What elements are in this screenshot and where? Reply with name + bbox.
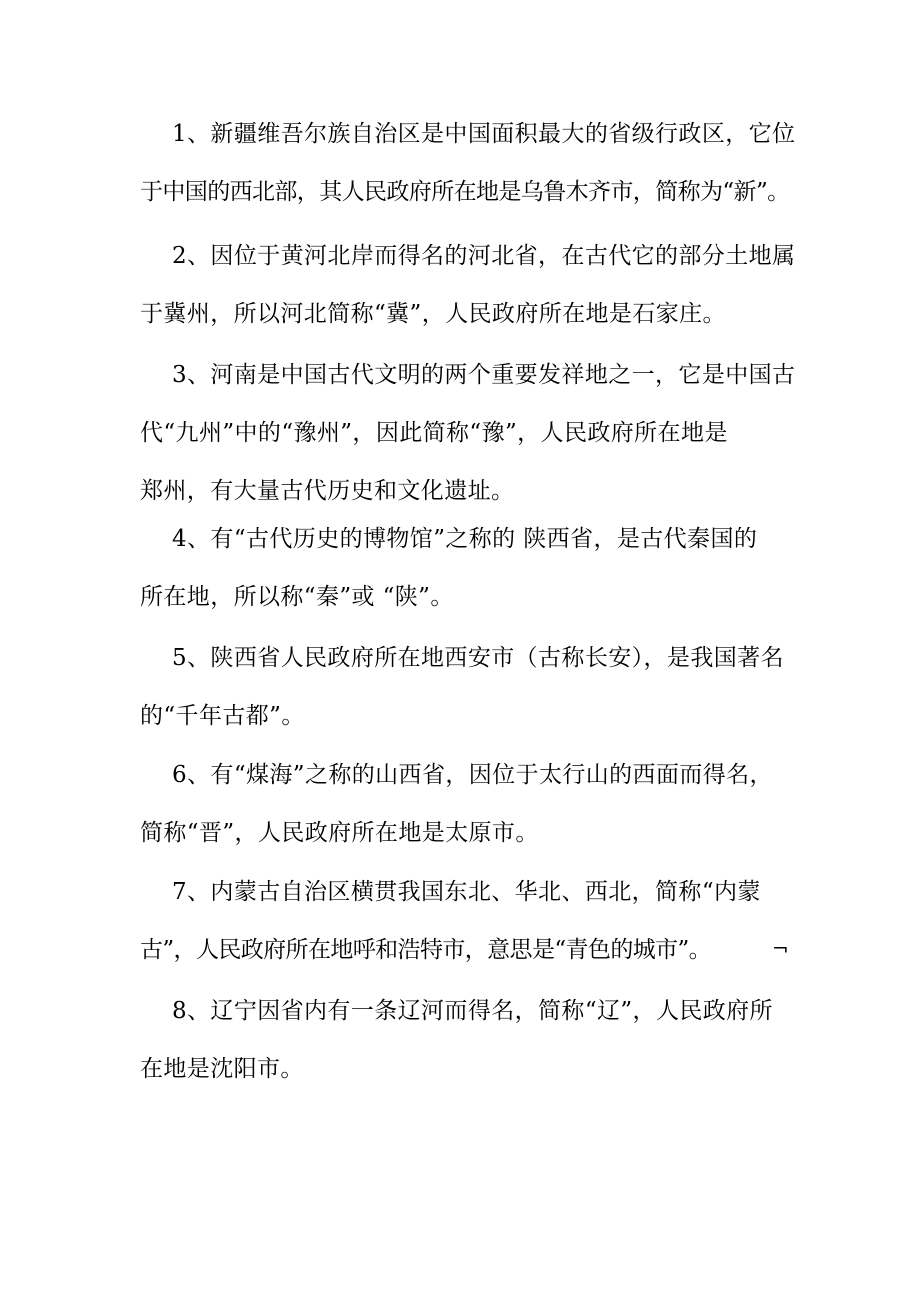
paragraph-3-line-1: 3、河南是中国古代文明的两个重要发祥地之一，它是中国古 — [172, 362, 796, 388]
paragraph-5-line-1: 5、陕西省人民政府所在地西安市（古称长安），是我国著名 — [172, 645, 784, 671]
paragraph-4-line-1: 4、有“古代历史的博物馆”之称的 陕西省，是古代秦国的 — [172, 526, 758, 552]
paragraph-3-line-3: 郑州，有大量古代历史和文化遗址。 — [140, 478, 515, 504]
paragraph-3-line-2: 代“九州”中的“豫州”，因此简称“豫”，人民政府所在地是 — [140, 420, 728, 446]
paragraph-1-line-2: 于中国的西北部，其人民政府所在地是乌鲁木齐市，简称为“新”。 — [140, 179, 790, 205]
paragraph-5 — [140, 629, 788, 745]
paragraph-7-line-1: 7、内蒙古自治区横贯我国东北、华北、西北，简称“内蒙 — [172, 879, 761, 905]
paragraph-6 — [140, 746, 788, 862]
paragraph-6-line-2: 简称“晋”，人民政府所在地是太原市。 — [140, 820, 539, 846]
paragraph-4-line-2: 所在地，所以称“秦”或 “陕”。 — [140, 584, 454, 610]
paragraph-2-line-1: 2、因位于黄河北岸而得名的河北省，在古代它的部分土地属 — [172, 243, 796, 269]
paragraph-2-line-2: 于冀州，所以河北简称“冀”，人民政府所在地是石家庄。 — [140, 301, 726, 327]
paragraph-8 — [140, 982, 788, 1098]
paragraph-8-line-2: 在地是沈阳市。 — [140, 1056, 304, 1082]
paragraph-7 — [140, 863, 788, 979]
paragraph-5-line-2: 的“千年古都”。 — [140, 703, 305, 729]
paragraph-2 — [140, 227, 796, 343]
paragraph-8-line-1: 8、辽宁因省内有一条辽河而得名，简称“辽”，人民政府所 — [172, 998, 773, 1024]
paragraph-1-line-1: 1、新疆维吾尔族自治区是中国面积最大的省级行政区，它位 — [172, 121, 796, 147]
paragraph-1 — [140, 105, 796, 221]
stray-mark: ¬ — [772, 936, 789, 960]
paragraph-7-line-2: 古”，人民政府所在地呼和浩特市，意思是“青色的城市”。 — [140, 937, 712, 963]
paragraph-4 — [140, 510, 788, 626]
paragraph-6-line-1: 6、有“煤海”之称的山西省，因位于太行山的西面而得名， — [172, 762, 773, 788]
paragraph-3 — [140, 346, 796, 520]
